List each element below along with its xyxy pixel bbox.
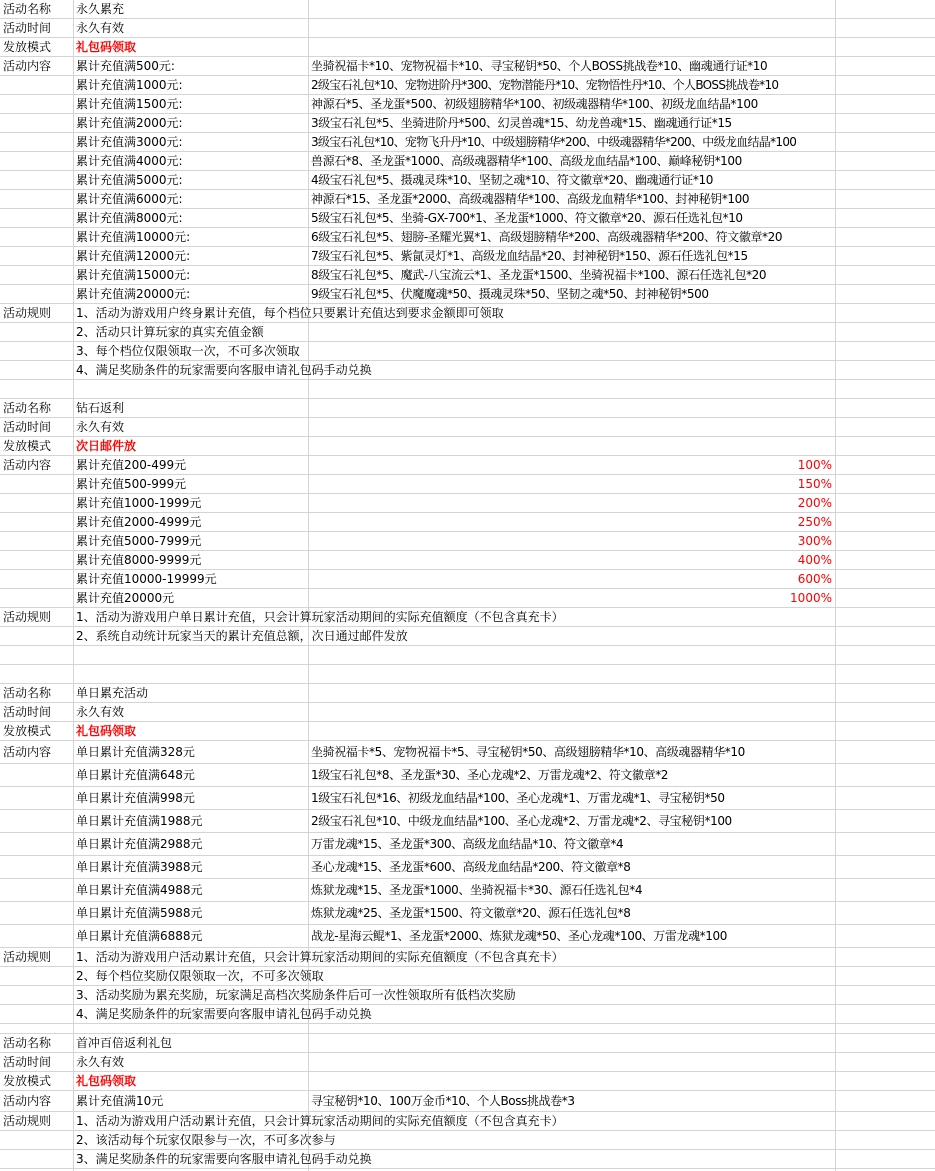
reward-tier-row <box>0 95 935 114</box>
reward-tier: 累计充值满6000元: <box>76 192 183 206</box>
reward-items: 神源石*5、圣龙蛋*500、初级翅膀精华*100、初级魂器精华*100、初级龙血结晶*100 <box>311 97 758 111</box>
reward-tier-row <box>0 925 935 948</box>
reward-tier: 累计充值10000-19999元 <box>76 572 217 586</box>
reward-tier: 单日累计充值满3988元 <box>76 860 203 874</box>
reward-tier: 单日累计充值满1988元 <box>76 814 203 828</box>
reward-items: 神源石*15、圣龙蛋*2000、高级魂器精华*100、高级龙血精华*100、封神秘钥*100 <box>311 192 750 206</box>
distribution-mode: 礼包码领取 <box>76 1074 137 1088</box>
rebate-percent: 300% <box>797 534 832 548</box>
activity-name: 钻石返利 <box>76 401 125 415</box>
reward-items: 坐骑祝福卡*10、宠物祝福卡*10、寻宝秘钥*50、个人BOSS挑战卷*10、幽魂通行证*10 <box>311 59 768 73</box>
reward-tier: 累计充值满12000元: <box>76 249 191 263</box>
rule-row <box>0 323 935 342</box>
reward-tier: 单日累计充值满5988元 <box>76 906 203 920</box>
activity-rules-label: 活动规则 <box>3 306 52 320</box>
reward-tier: 累计充值满1500元: <box>76 97 183 111</box>
activity-name-label: 活动名称 <box>3 2 52 16</box>
reward-tier-row <box>0 152 935 171</box>
reward-items: 圣心龙魂*15、圣龙蛋*600、高级龙血结晶*200、符文徽章*8 <box>311 860 631 874</box>
rule-row <box>0 608 935 627</box>
reward-items: 5级宝石礼包*5、坐骑-GX-700*1、圣龙蛋*1000、符文徽章*20、源石任选礼包*10 <box>311 211 743 225</box>
distribution-mode-row <box>0 722 935 741</box>
reward-tier-row <box>0 532 935 551</box>
reward-tier: 累计充值满10000元: <box>76 230 191 244</box>
rule-row <box>0 948 935 967</box>
blank-row <box>0 380 935 399</box>
reward-items: 2级宝石礼包*10、宠物进阶丹*300、宠物潜能丹*10、宠物悟性丹*10、个人BOSS挑战卷*10 <box>311 78 779 92</box>
reward-tier-row <box>0 133 935 152</box>
activity-content-label: 活动内容 <box>3 1094 52 1108</box>
activity-time-label: 活动时间 <box>3 705 52 719</box>
distribution-mode-label: 发放模式 <box>3 439 52 453</box>
activity-rules-label: 活动规则 <box>3 950 52 964</box>
activity-time-row <box>0 19 935 38</box>
activity-name: 单日累充活动 <box>76 686 149 700</box>
reward-items: 战龙-星海云鲲*1、圣龙蛋*2000、炼狱龙魂*50、圣心龙魂*100、万雷龙魂*100 <box>311 929 727 943</box>
reward-items: 1级宝石礼包*16、初级龙血结晶*100、圣心龙魂*1、万雷龙魂*1、寻宝秘钥*50 <box>311 791 725 805</box>
distribution-mode-label: 发放模式 <box>3 1074 52 1088</box>
activity-rules-label: 活动规则 <box>3 1114 52 1128</box>
rule-row <box>0 361 935 380</box>
rebate-percent: 600% <box>797 572 832 586</box>
rule-row <box>0 1005 935 1024</box>
activity-content-label: 活动内容 <box>3 458 52 472</box>
activity-name-label: 活动名称 <box>3 686 52 700</box>
reward-tier-row <box>0 114 935 133</box>
activity-time: 永久有效 <box>76 420 125 434</box>
reward-tier-row <box>0 57 935 76</box>
reward-tier-row <box>0 1091 935 1112</box>
activity-name: 首冲百倍返利礼包 <box>76 1036 173 1050</box>
reward-items: 炼狱龙魂*25、圣龙蛋*1500、符文徽章*20、源石任选礼包*8 <box>311 906 631 920</box>
reward-tier: 累计充值满2000元: <box>76 116 183 130</box>
reward-tier-row <box>0 228 935 247</box>
reward-items: 6级宝石礼包*5、翅膀-圣耀光翼*1、高级翅膀精华*200、高级魂器精华*200、符文徽章*20 <box>311 230 783 244</box>
rule-text: 2、每个档位奖励仅限领取一次，不可多次领取 <box>76 969 324 983</box>
activity-time-label: 活动时间 <box>3 21 52 35</box>
activity-time-label: 活动时间 <box>3 1055 52 1069</box>
activity-time-row <box>0 418 935 437</box>
reward-tier: 单日累计充值满6888元 <box>76 929 203 943</box>
rule-row <box>0 304 935 323</box>
reward-tier: 单日累计充值满328元 <box>76 745 195 759</box>
reward-tier-row <box>0 833 935 856</box>
reward-tier: 单日累计充值满998元 <box>76 791 195 805</box>
reward-tier: 累计充值满15000元: <box>76 268 191 282</box>
activity-time: 永久有效 <box>76 705 125 719</box>
reward-tier: 累计充值8000-9999元 <box>76 553 202 567</box>
reward-tier: 累计充值满20000元: <box>76 287 191 301</box>
activity-name-row <box>0 684 935 703</box>
reward-tier-row <box>0 741 935 764</box>
reward-items: 4级宝石礼包*5、摄魂灵珠*10、坚韧之魂*10、符文徽章*20、幽魂通行证*10 <box>311 173 713 187</box>
reward-tier-row <box>0 494 935 513</box>
activity-content-label: 活动内容 <box>3 745 52 759</box>
reward-items: 寻宝秘钥*10、100万金币*10、个人Boss挑战卷*3 <box>311 1094 575 1108</box>
reward-tier: 单日累计充值满648元 <box>76 768 195 782</box>
reward-items: 万雷龙魂*15、圣龙蛋*300、高级龙血结晶*10、符文徽章*4 <box>311 837 624 851</box>
reward-items: 9级宝石礼包*5、伏魔魔魂*50、摄魂灵珠*50、坚韧之魂*50、封神秘钥*500 <box>311 287 709 301</box>
reward-tier: 累计充值2000-4999元 <box>76 515 202 529</box>
reward-tier: 累计充值满3000元: <box>76 135 183 149</box>
activity-rules-label: 活动规则 <box>3 610 52 624</box>
rule-row <box>0 967 935 986</box>
reward-tier: 累计充值满4000元: <box>76 154 183 168</box>
reward-tier: 累计充值满500元: <box>76 59 175 73</box>
rule-text: 1、活动为游戏用户活动累计充值，只会计算玩家活动期间的实际充值额度（不包含真充卡） <box>76 950 564 964</box>
rule-text: 1、活动为游戏用户终身累计充值，每个档位只要累计充值达到要求金额即可领取 <box>76 306 504 320</box>
reward-tier-row <box>0 513 935 532</box>
activity-name-row <box>0 399 935 418</box>
reward-tier: 单日累计充值满2988元 <box>76 837 203 851</box>
activity-name-label: 活动名称 <box>3 1036 52 1050</box>
reward-tier: 累计充值500-999元 <box>76 477 187 491</box>
rule-text: 4、满足奖励条件的玩家需要向客服申请礼包码手动兑换 <box>76 363 372 377</box>
reward-tier-row <box>0 856 935 879</box>
rule-row <box>0 1131 935 1150</box>
rebate-percent: 150% <box>797 477 832 491</box>
reward-tier-row <box>0 190 935 209</box>
reward-tier-row <box>0 266 935 285</box>
reward-tier: 累计充值满10元 <box>76 1094 164 1108</box>
blank-row <box>0 646 935 665</box>
reward-items: 1级宝石礼包*8、圣龙蛋*30、圣心龙魂*2、万雷龙魂*2、符文徽章*2 <box>311 768 669 782</box>
activity-time: 永久有效 <box>76 21 125 35</box>
activity-name-row <box>0 1034 935 1053</box>
reward-tier: 累计充值5000-7999元 <box>76 534 202 548</box>
reward-tier-row <box>0 787 935 810</box>
reward-tier: 累计充值1000-1999元 <box>76 496 202 510</box>
reward-tier-row <box>0 551 935 570</box>
activity-name: 永久累充 <box>76 2 125 16</box>
reward-tier-row <box>0 879 935 902</box>
reward-items: 7级宝石礼包*5、紫氤灵灯*1、高级龙血结晶*20、封神秘钥*150、源石任选礼包*15 <box>311 249 748 263</box>
distribution-mode-label: 发放模式 <box>3 40 52 54</box>
rule-text: 2、系统自动统计玩家当天的累计充值总额，次日通过邮件发放 <box>76 629 408 643</box>
activity-time: 永久有效 <box>76 1055 125 1069</box>
reward-tier-row <box>0 456 935 475</box>
blank-row <box>0 665 935 684</box>
distribution-mode: 礼包码领取 <box>76 724 137 738</box>
reward-items: 兽源石*8、圣龙蛋*1000、高级魂器精华*100、高级龙血结晶*100、巅峰秘钥*100 <box>311 154 742 168</box>
distribution-mode: 礼包码领取 <box>76 40 137 54</box>
reward-tier: 累计充值满5000元: <box>76 173 183 187</box>
rule-row <box>0 1112 935 1131</box>
distribution-mode-row <box>0 1072 935 1091</box>
rule-text: 1、活动为游戏用户单日累计充值，只会计算玩家活动期间的实际充值额度（不包含真充卡） <box>76 610 564 624</box>
reward-tier-row <box>0 589 935 608</box>
rule-text: 3、每个档位仅限领取一次，不可多次领取 <box>76 344 300 358</box>
distribution-mode-row <box>0 437 935 456</box>
reward-items: 3级宝石礼包*5、坐骑进阶丹*500、幻灵兽魂*15、幼龙兽魂*15、幽魂通行证*15 <box>311 116 732 130</box>
distribution-mode-label: 发放模式 <box>3 724 52 738</box>
reward-tier: 累计充值满8000元: <box>76 211 183 225</box>
reward-tier-row <box>0 764 935 787</box>
distribution-mode-row <box>0 38 935 57</box>
activity-name-label: 活动名称 <box>3 401 52 415</box>
rule-text: 3、活动奖励为累充奖励，玩家满足高档次奖励条件后可一次性领取所有低档次奖励 <box>76 988 516 1002</box>
rebate-percent: 250% <box>797 515 832 529</box>
rule-row <box>0 1150 935 1169</box>
reward-tier-row <box>0 902 935 925</box>
rule-text: 3、满足奖励条件的玩家需要向客服申请礼包码手动兑换 <box>76 1152 372 1166</box>
rule-text: 2、该活动每个玩家仅限参与一次，不可多次参与 <box>76 1133 336 1147</box>
reward-items: 坐骑祝福卡*5、宠物祝福卡*5、寻宝秘钥*50、高级翅膀精华*10、高级魂器精华*10 <box>311 745 745 759</box>
rule-text: 4、满足奖励条件的玩家需要向客服申请礼包码手动兑换 <box>76 1007 372 1021</box>
rule-row <box>0 986 935 1005</box>
activity-content-label: 活动内容 <box>3 59 52 73</box>
rebate-percent: 100% <box>797 458 832 472</box>
rule-row <box>0 342 935 361</box>
activity-time-row <box>0 703 935 722</box>
rule-row <box>0 627 935 646</box>
rebate-percent: 400% <box>797 553 832 567</box>
reward-items: 8级宝石礼包*5、魔武-八宝流云*1、圣龙蛋*1500、坐骑祝福卡*100、源石任选礼包*20 <box>311 268 767 282</box>
rule-text: 2、活动只计算玩家的真实充值金额 <box>76 325 264 339</box>
rebate-percent: 200% <box>797 496 832 510</box>
reward-tier-row <box>0 171 935 190</box>
activity-name-row <box>0 0 935 19</box>
reward-tier-row <box>0 285 935 304</box>
reward-tier-row <box>0 475 935 494</box>
rebate-percent: 1000% <box>790 591 832 605</box>
reward-tier-row <box>0 209 935 228</box>
reward-items: 炼狱龙魂*15、圣龙蛋*1000、坐骑祝福卡*30、源石任选礼包*4 <box>311 883 643 897</box>
reward-tier-row <box>0 570 935 589</box>
reward-tier-row <box>0 247 935 266</box>
reward-tier-row <box>0 810 935 833</box>
reward-tier: 单日累计充值满4988元 <box>76 883 203 897</box>
reward-tier: 累计充值20000元 <box>76 591 175 605</box>
reward-items: 2级宝石礼包*10、中级龙血结晶*100、圣心龙魂*2、万雷龙魂*2、寻宝秘钥*100 <box>311 814 732 828</box>
activity-time-label: 活动时间 <box>3 420 52 434</box>
rule-text: 1、活动为游戏用户活动累计充值，只会计算玩家活动期间的实际充值额度（不包含真充卡） <box>76 1114 564 1128</box>
reward-items: 3级宝石礼包*10、宠物飞升丹*10、中级翅膀精华*200、中级魂器精华*200、中级龙血结晶*100 <box>311 135 797 149</box>
distribution-mode: 次日邮件放 <box>76 439 137 453</box>
reward-tier: 累计充值200-499元 <box>76 458 187 472</box>
reward-tier-row <box>0 76 935 95</box>
activity-time-row <box>0 1053 935 1072</box>
reward-tier: 累计充值满1000元: <box>76 78 183 92</box>
